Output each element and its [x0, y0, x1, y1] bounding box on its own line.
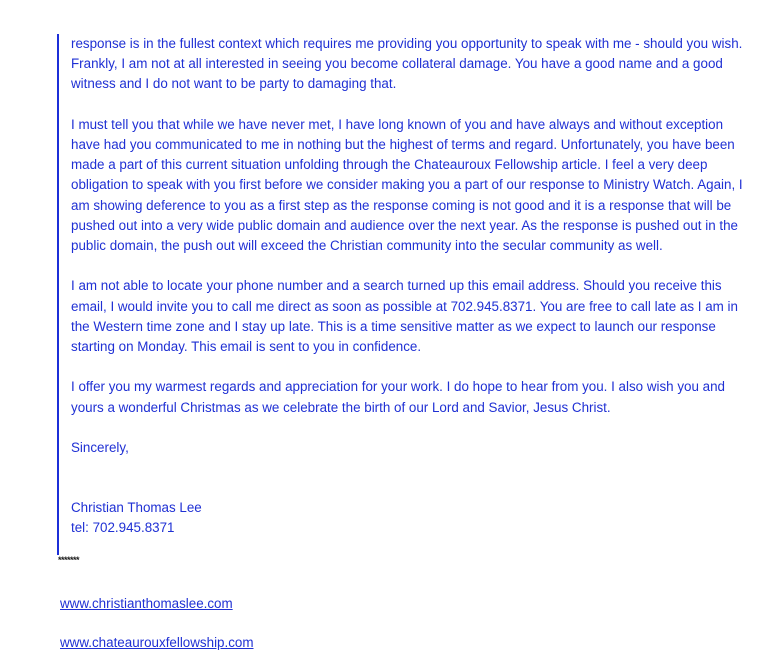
link-christianthomaslee[interactable]: www.christianthomaslee.com: [60, 596, 233, 611]
paragraph-regards: I offer you my warmest regards and appreciation for your work. I do hope to hear from you. I also wish you and yours a wonderful Christmas as we celebrate the birth of our Lord and Savior, Jesus Christ.: [71, 379, 725, 415]
signature-tel: tel: 702.945.8371: [71, 520, 175, 536]
quoted-email-body: [57, 34, 751, 555]
paragraph-obligation: I must tell you that while we have never met, I have long known of you and have always and without exception have had you communicated to me in nothing but the highest of terms and regard. Unfortunately, you have been made a part of this current situation unfolding through the Chateauroux Fellowship article. I feel a very deep obligation to speak with you first before we consider making you a part of our response to Ministry Watch. Again, I am showing deference to you as a first step as the response coming is not good and it is a response that will be pushed out into a very wide public domain and audience over the next year. As the response is pushed out in the public domain, the push out will exceed the Christian community into the secular community as well.: [71, 116, 743, 254]
link-chateaurouxfellowship[interactable]: www.chateaurouxfellowship.com: [60, 635, 254, 650]
signature-name: Christian Thomas Lee: [71, 500, 202, 516]
paragraph-context: response is in the fullest context which requires me providing you opportunity to speak with me - should you wish. Frankly, I am not at all interested in seeing you become collateral damage. You have a good name and a good witness and I do not want to be party to damaging that.: [71, 36, 743, 92]
paragraph-contact-request: I am not able to locate your phone number and a search turned up this email address. Should you receive this email, I would invite you to call me direct as soon as possible at 702.945.8371. You are free to call late as I am in the Western time zone and I stay up late. This is a time sensitive matter as we expect to launch our response starting on Monday. This email is sent to you in confidence.: [71, 278, 738, 355]
closing: Sincerely,: [71, 440, 129, 455]
separator: *******: [58, 555, 80, 565]
